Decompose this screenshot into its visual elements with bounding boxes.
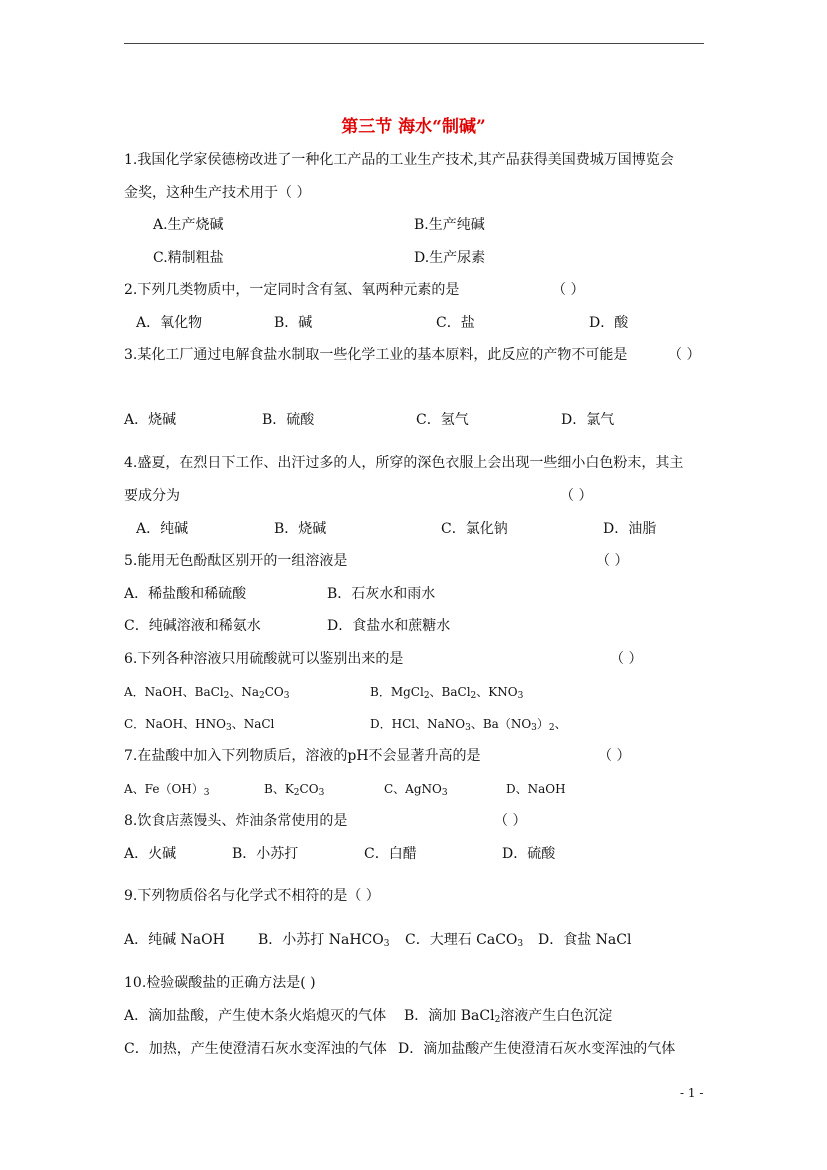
q2-option-c: C．盐 bbox=[436, 315, 475, 331]
q4-option-b: B．烧碱 bbox=[274, 521, 327, 537]
q6-option-b: B．MgCl$_2$、BaCl$_2$、$KNO_3$ bbox=[370, 685, 524, 701]
q6-option-d: D．HCl、NaNO$_3$、$Ba(NO_3)_2$、 bbox=[370, 717, 567, 733]
q7-option-c: C、AgNO$_3$ bbox=[384, 782, 448, 798]
q9-option-a: A．纯碱 NaOH bbox=[124, 932, 225, 948]
q5-answer-paren: （ ） bbox=[596, 553, 629, 569]
q5-option-a: A．稀盐酸和稀硫酸 bbox=[124, 586, 247, 602]
q5-text: 5.能用无色酚酞区别开的一组溶液是 bbox=[124, 553, 348, 569]
q4-option-d: D．油脂 bbox=[603, 521, 657, 537]
q7-option-a: A、$Fe(OH)_3$ bbox=[124, 782, 210, 798]
q3-answer-paren: （ ） bbox=[668, 347, 701, 363]
q8-answer-paren: （ ） bbox=[494, 813, 527, 829]
q4-line1: 4.盛夏，在烈日下工作、出汗过多的人，所穿的深色衣服上会出现一些细小白色粉末，其主 bbox=[124, 455, 684, 471]
q1-line2: 金奖，这种生产技术用于（ ） bbox=[124, 185, 311, 201]
q6-answer-paren: （ ） bbox=[610, 651, 643, 667]
q10-text: 10.检验碳酸盐的正确方法是( ) bbox=[124, 975, 316, 991]
q8-text: 8.饮食店蒸馒头、炸油条常使用的是 bbox=[124, 813, 348, 829]
q2-answer-paren: （ ） bbox=[552, 282, 585, 298]
q6-text: 6.下列各种溶液只用硫酸就可以鉴别出来的是 bbox=[124, 651, 404, 667]
q4-line2: 要成分为 bbox=[124, 488, 180, 504]
q5-option-b: B．石灰水和雨水 bbox=[327, 586, 436, 602]
q1-option-b: B.生产纯碱 bbox=[414, 217, 485, 233]
q2-option-a: A．氧化物 bbox=[136, 315, 203, 331]
q2-text: 2.下列几类物质中，一定同时含有氢、氧两种元素的是 bbox=[124, 282, 460, 298]
q1-line1: 1.我国化学家侯德榜改进了一种化工产品的工业生产技术,其产品获得美国费城万国博览会 bbox=[124, 152, 674, 168]
q6-option-c: C．NaOH、$HNO_3$、NaCl bbox=[124, 717, 275, 733]
q2-option-b: B．碱 bbox=[274, 315, 313, 331]
q9-text: 9.下列物质俗名与化学式不相符的是（ ） bbox=[124, 888, 380, 904]
q10-option-b: B．滴加 BaCl$_2$溶液产生白色沉淀 bbox=[404, 1008, 613, 1025]
q3-option-d: D．氯气 bbox=[561, 412, 615, 428]
q5-option-d: D．食盐水和蔗糖水 bbox=[327, 618, 451, 634]
q10-option-c: C．加热，产生使澄清石灰水变浑浊的气体 bbox=[124, 1041, 387, 1057]
q3-text: 3.某化工厂通过电解食盐水制取一些化学工业的基本原料，此反应的产物不可能是 bbox=[124, 347, 628, 363]
q8-option-c: C．白醋 bbox=[364, 846, 417, 862]
q10-option-a: A．滴加盐酸，产生使木条火焰熄灭的气体 bbox=[124, 1008, 387, 1024]
q9-option-c: C．大理石 CaCO$_3$ bbox=[405, 932, 524, 949]
q7-option-d: D、NaOH bbox=[506, 782, 566, 796]
q9-option-d: D．食盐 NaCl bbox=[538, 932, 632, 948]
q4-answer-paren: （ ） bbox=[560, 488, 593, 504]
q8-option-b: B．小苏打 bbox=[232, 846, 299, 862]
q10-option-d: D．滴加盐酸产生使澄清石灰水变浑浊的气体 bbox=[398, 1041, 676, 1057]
q5-option-c: C．纯碱溶液和稀氨水 bbox=[124, 618, 261, 634]
q1-option-d: D.生产尿素 bbox=[414, 250, 486, 266]
q6-option-a: A．NaOH、BaCl$_2$、$Na_2CO_3$ bbox=[124, 685, 290, 701]
q4-option-c: C．氯化钠 bbox=[441, 521, 508, 537]
q2-option-d: D．酸 bbox=[589, 315, 629, 331]
header-rule bbox=[124, 43, 704, 44]
q4-option-a: A．纯碱 bbox=[136, 521, 189, 537]
q8-option-d: D．硫酸 bbox=[502, 846, 556, 862]
q1-option-a: A.生产烧碱 bbox=[153, 217, 224, 233]
page-title: 第三节 海水“制碱” bbox=[341, 117, 486, 137]
q8-option-a: A．火碱 bbox=[124, 846, 177, 862]
q7-answer-paren: （ ） bbox=[598, 748, 631, 764]
q3-option-a: A．烧碱 bbox=[124, 412, 177, 428]
q9-option-b: B．小苏打 NaHCO$_3$ bbox=[258, 932, 390, 949]
q7-option-b: B、$K_2CO_3$ bbox=[264, 782, 325, 798]
q7-text: 7.在盐酸中加入下列物质后，溶液的pH不会显著升高的是 bbox=[124, 748, 481, 764]
q1-option-c: C.精制粗盐 bbox=[153, 250, 224, 266]
q3-option-b: B．硫酸 bbox=[262, 412, 315, 428]
page-number: - 1 - bbox=[680, 1086, 704, 1100]
q3-option-c: C．氢气 bbox=[416, 412, 469, 428]
